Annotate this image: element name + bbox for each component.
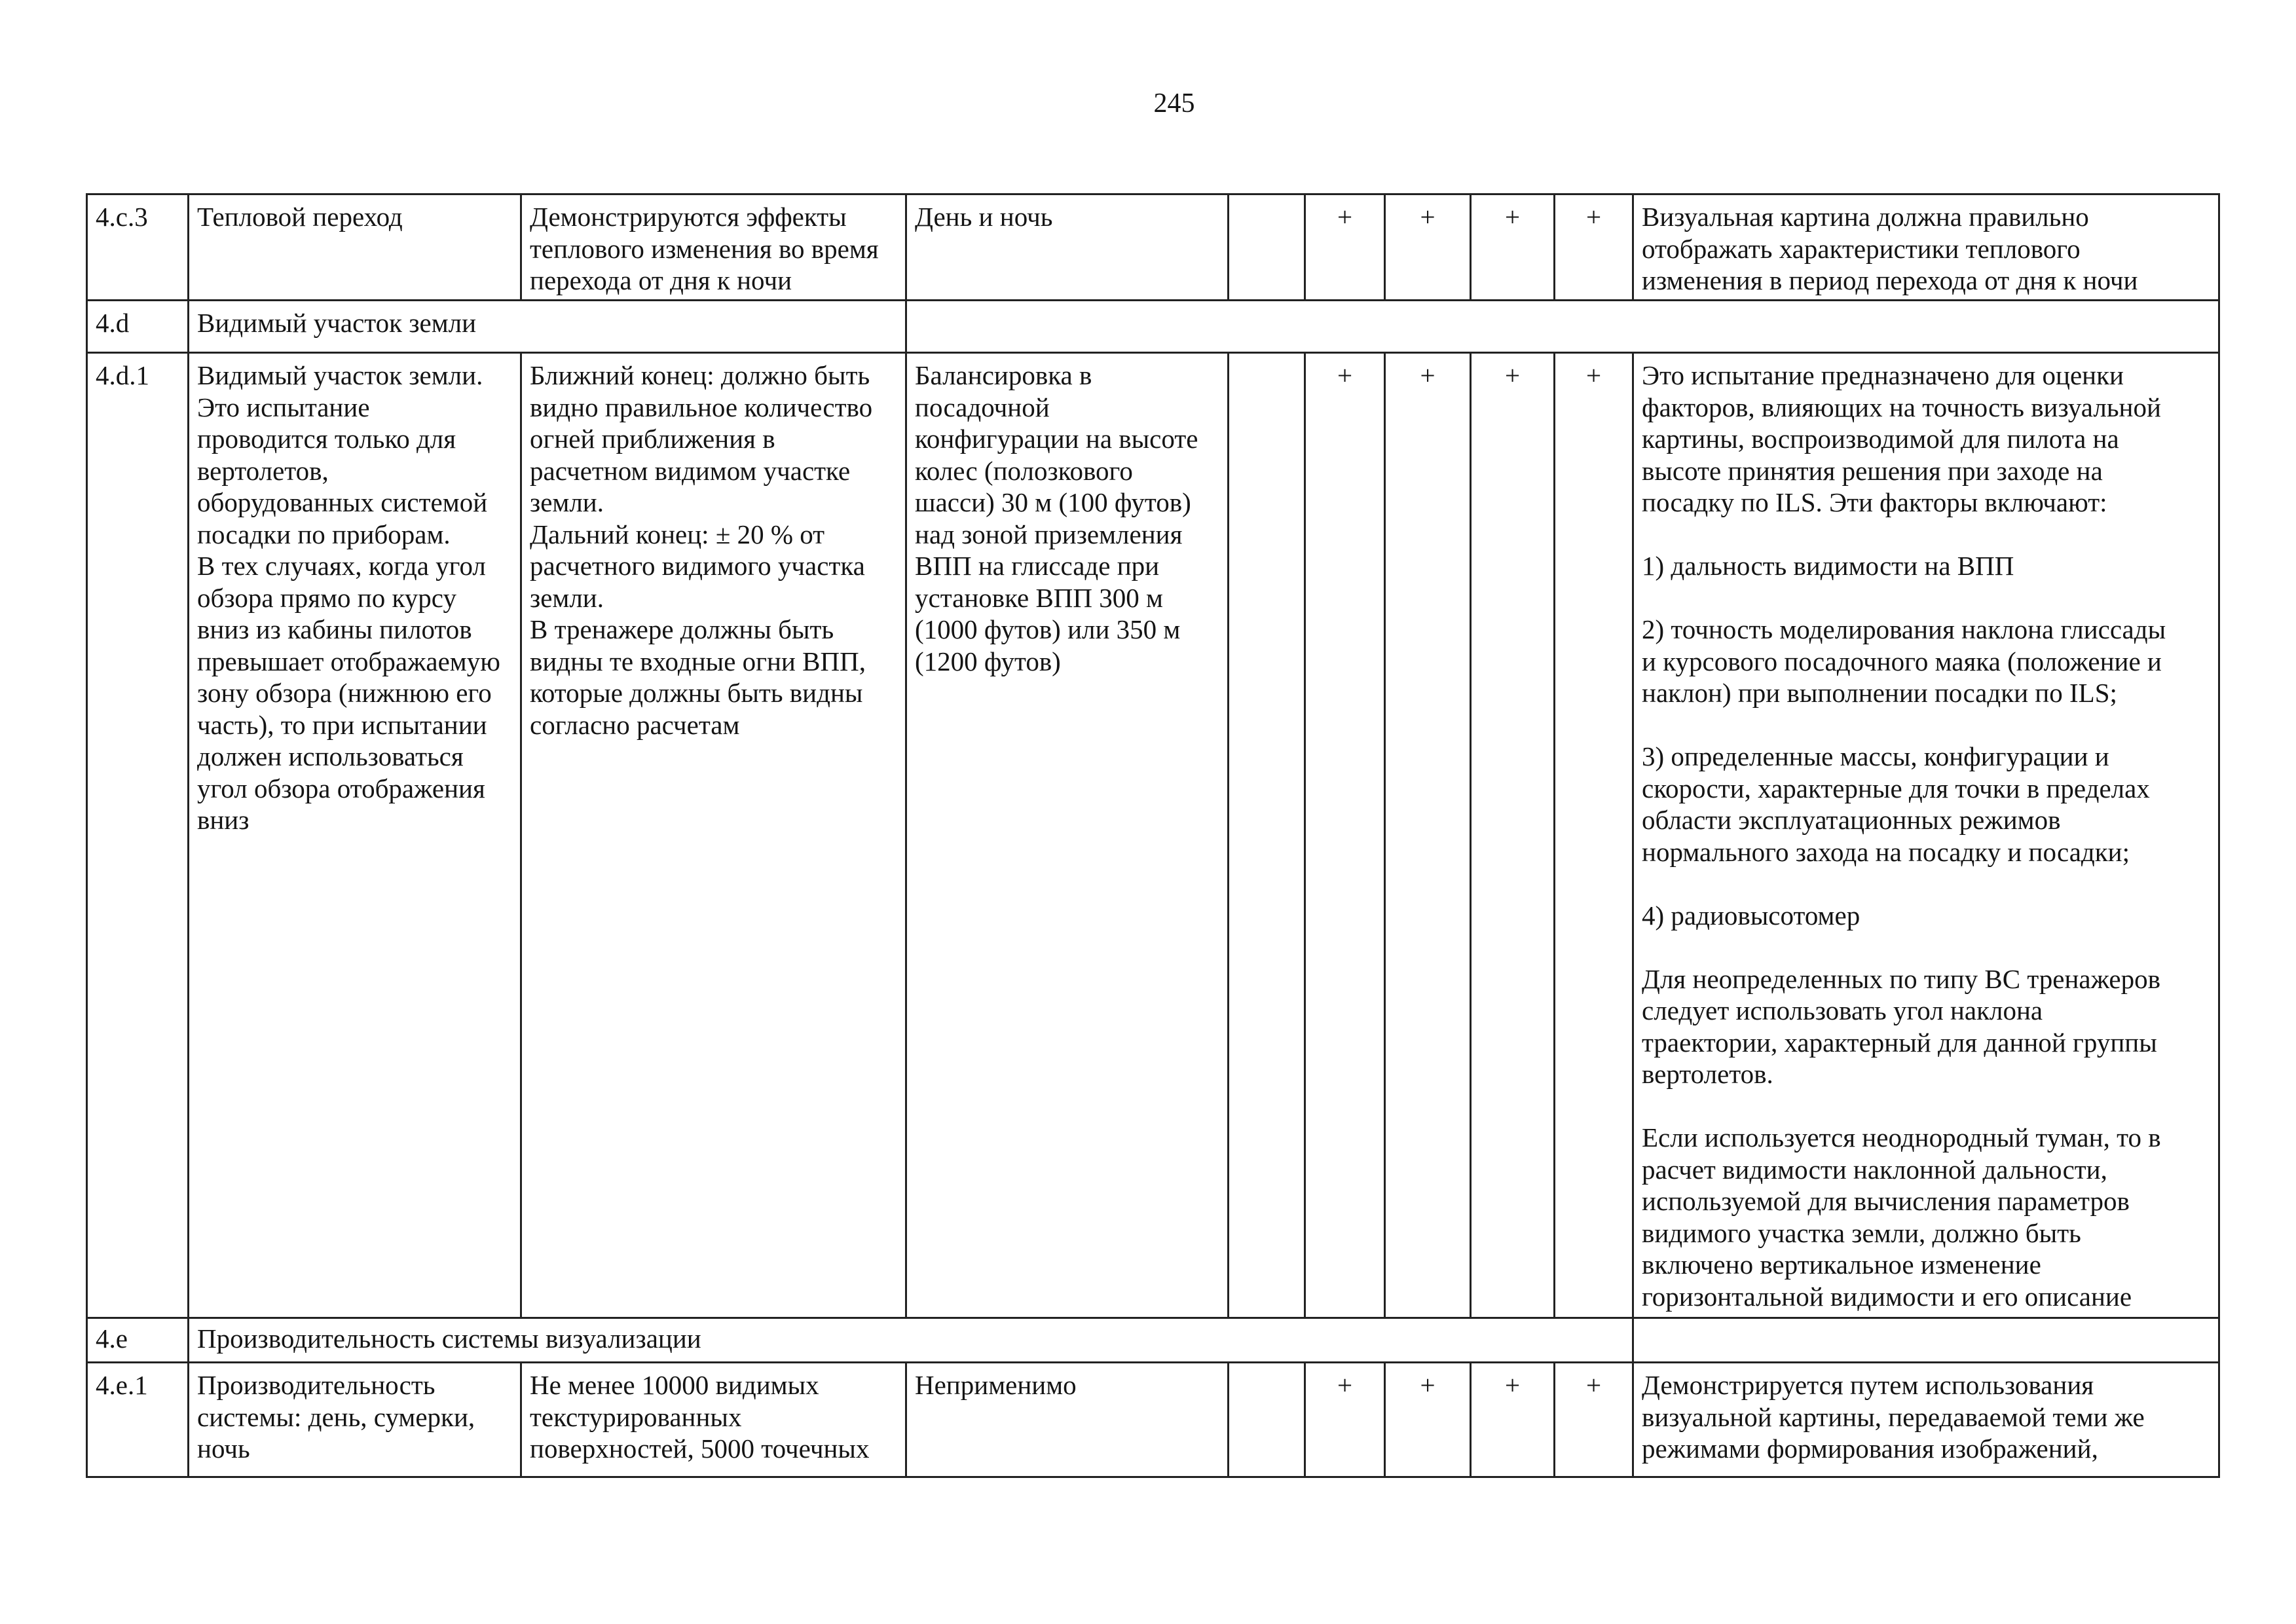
cell-test-conditions: День и ночь bbox=[906, 194, 1229, 301]
cell-mark: + bbox=[1555, 194, 1633, 301]
cell-mark bbox=[1229, 194, 1305, 301]
cell-mark: + bbox=[1385, 353, 1471, 1318]
cell-item-number: 4.d.1 bbox=[87, 353, 189, 1318]
cell-mark: + bbox=[1305, 353, 1385, 1318]
cell-mark: + bbox=[1471, 1363, 1555, 1477]
section-title: Производительность системы визуализации bbox=[189, 1318, 1633, 1363]
cell-empty bbox=[1633, 1318, 2219, 1363]
table-row bbox=[87, 194, 2219, 301]
cell-item-number: 4.c.3 bbox=[87, 194, 189, 301]
table-row bbox=[87, 353, 2219, 1318]
cell-test-conditions: Балансировка в посадочной конфигурации на высоте колес (полозкового шасси) 30 м (100 футов) над зоной приземления ВПП на глиссаде при установке ВПП 300 м (1000 футов) или 350 м (1200 футов) bbox=[906, 353, 1229, 1318]
cell-mark: + bbox=[1555, 353, 1633, 1318]
cell-tolerance: Не менее 10000 видимых текстурированных поверхностей, 5000 точечных bbox=[521, 1363, 906, 1477]
cell-mark: + bbox=[1555, 1363, 1633, 1477]
cell-test-name: Видимый участок земли. Это испытание проводится только для вертолетов, оборудованных системой посадки по приборам. В тех случаях, когда угол обзора прямо по курсу вниз из кабины пилотов превышает отображаемую зону обзора (нижнюю его часть), то при испытании должен использоваться угол обзора отображения вниз bbox=[189, 353, 521, 1318]
cell-notes: Визуальная картина должна правильно отображать характеристики теплового изменения в период перехода от дня к ночи bbox=[1633, 194, 2219, 301]
cell-mark: + bbox=[1471, 353, 1555, 1318]
cell-test-conditions: Неприменимо bbox=[906, 1363, 1229, 1477]
cell-tolerance: Демонстрируются эффекты теплового изменения во время перехода от дня к ночи bbox=[521, 194, 906, 301]
cell-item-number: 4.e bbox=[87, 1318, 189, 1363]
cell-mark: + bbox=[1471, 194, 1555, 301]
cell-notes: Демонстрируется путем использования визуальной картины, передаваемой теми же режимами формирования изображений, bbox=[1633, 1363, 2219, 1477]
cell-tolerance: Ближний конец: должно быть видно правильное количество огней приближения в расчетном видимом участке земли. Дальний конец: ± 20 % от расчетного видимого участка земли. В тренажере должны быть видны те входные огни ВПП, которые должны быть видны согласно расчетам bbox=[521, 353, 906, 1318]
table-row bbox=[87, 1363, 2219, 1477]
cell-test-name: Тепловой переход bbox=[189, 194, 521, 301]
section-title: Видимый участок земли bbox=[189, 301, 906, 353]
requirements-table bbox=[86, 193, 2220, 1478]
cell-mark: + bbox=[1305, 1363, 1385, 1477]
cell-item-number: 4.e.1 bbox=[87, 1363, 189, 1477]
cell-notes: Это испытание предназначено для оценки факторов, влияющих на точность визуальной картины, воспроизводимой для пилота на высоте принятия решения при заходе на посадку по ILS. Эти факторы включают: 1) дальность видимости на ВПП 2) точность моделирования наклона глиссады и курсового посадочного маяка (положение и наклон) при выполнении посадки по ILS; 3) определенные массы, конфигурации и скорости, характерные для точки в пределах области эксплуатационных режимов нормального захода на посадку и посадки; 4) радиовысотомер Для неопределенных по типу ВС тренажеров следует использовать угол наклона траектории, характерный для данной группы вертолетов. Если используется неоднородный туман, то в расчет видимости наклонной дальности, используемой для вычисления параметров видимого участка земли, должно быть включено вертикальное изменение горизонтальной видимости и его описание bbox=[1633, 353, 2219, 1318]
cell-test-name: Производительность системы: день, сумерки, ночь bbox=[189, 1363, 521, 1477]
section-row bbox=[87, 301, 2219, 353]
cell-empty bbox=[906, 301, 2219, 353]
cell-mark: + bbox=[1385, 194, 1471, 301]
cell-mark: + bbox=[1305, 194, 1385, 301]
cell-mark: + bbox=[1385, 1363, 1471, 1477]
page-number: 245 bbox=[1153, 88, 1195, 119]
cell-mark bbox=[1229, 1363, 1305, 1477]
cell-item-number: 4.d bbox=[87, 301, 189, 353]
section-row bbox=[87, 1318, 2219, 1363]
cell-mark bbox=[1229, 353, 1305, 1318]
